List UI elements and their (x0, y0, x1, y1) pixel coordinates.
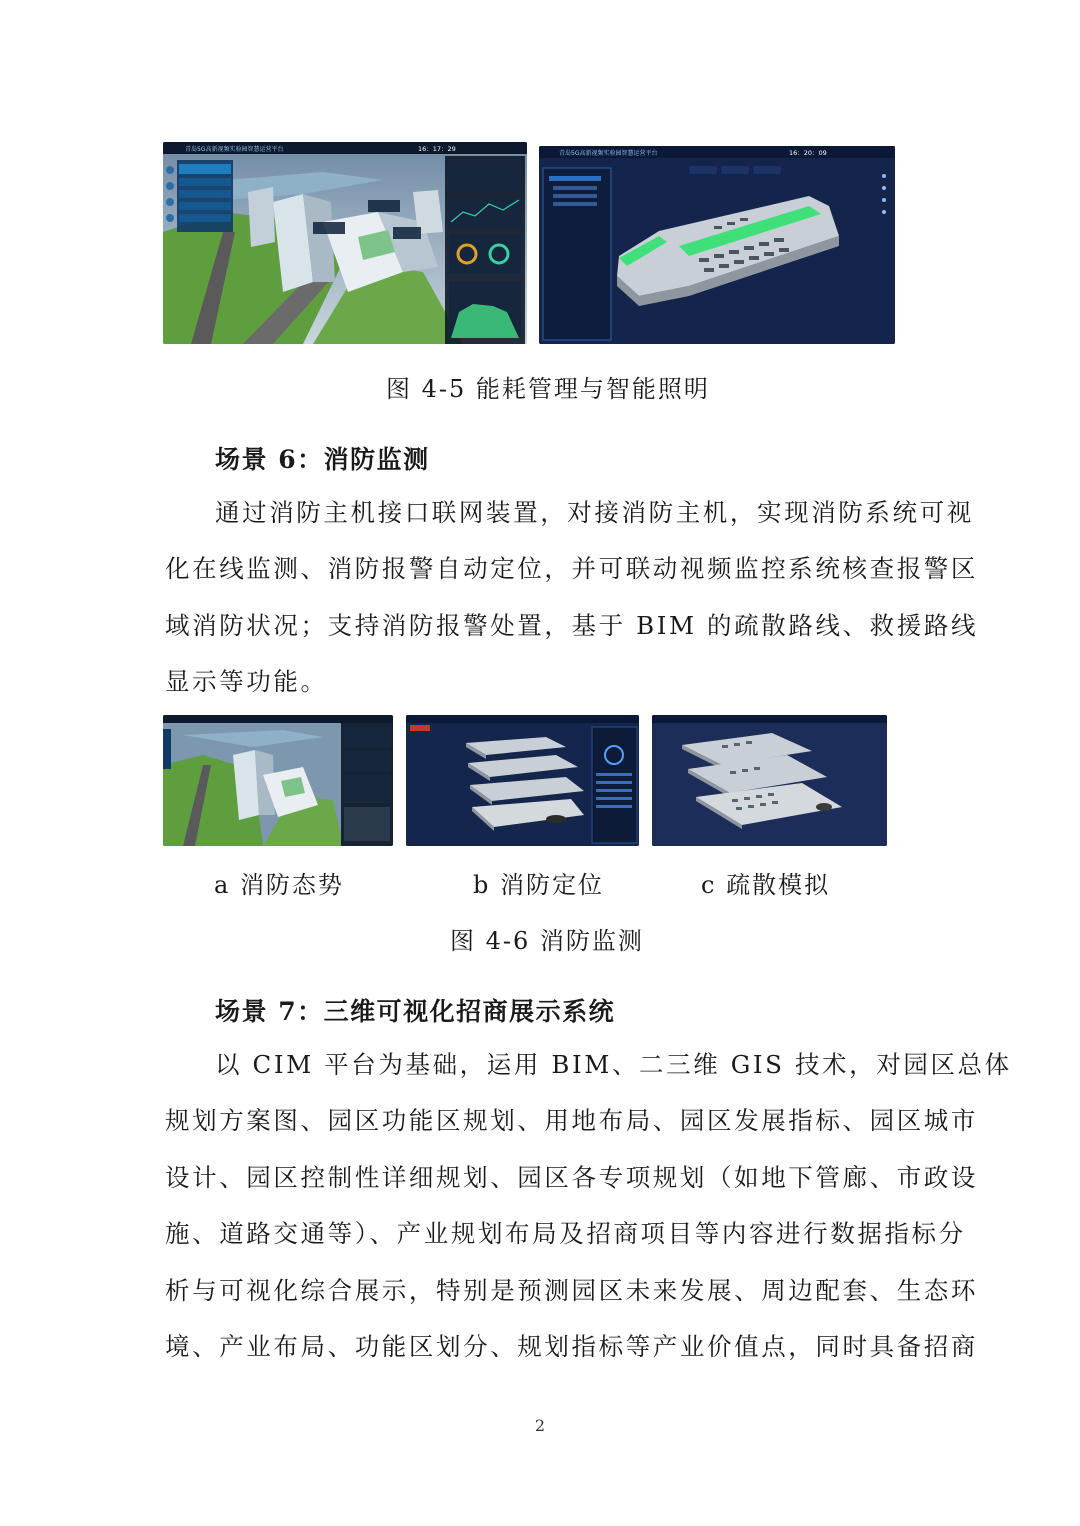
fire-positioning-illustration (406, 715, 639, 846)
scene-7-line-3: 设计、园区控制性详细规划、园区各专项规划（如地下管廊、市政设 (165, 1163, 978, 1192)
scene-7-line-6: 境、产业布局、功能区划分、规划指标等产业价值点，同时具备招商 (165, 1332, 978, 1361)
svg-text:青岛5G高新视频实验园智慧运营平台: 青岛5G高新视频实验园智慧运营平台 (559, 150, 658, 157)
smart-lighting-illustration (539, 146, 895, 344)
figure-4-5-caption: 图 4-5 能耗管理与智能照明 (386, 375, 710, 403)
fire-situation-illustration (163, 715, 393, 846)
scene-6-line-4: 显示等功能。 (165, 667, 328, 696)
smart-lighting-screenshot (539, 146, 895, 344)
svg-text:16：17：29: 16：17：29 (418, 145, 456, 153)
svg-text:16：20：09: 16：20：09 (789, 149, 827, 157)
figure-4-6-caption: 图 4-6 消防监测 (450, 927, 644, 955)
energy-management-screenshot (163, 142, 527, 344)
fire-positioning-screenshot (406, 715, 639, 846)
sub-caption-b: b 消防定位 (473, 871, 604, 899)
scene-6-line-3: 域消防状况；支持消防报警处置，基于 BIM 的疏散路线、救援路线 (165, 611, 979, 640)
evacuation-simulation-screenshot (652, 715, 887, 846)
scene-6-heading: 场景 6：消防监测 (215, 445, 430, 474)
energy-management-illustration (163, 142, 527, 344)
page-number: 2 (534, 1416, 546, 1435)
scene-7-line-2: 规划方案图、园区功能区规划、用地布局、园区发展指标、园区城市 (165, 1106, 978, 1135)
sub-caption-c: c 疏散模拟 (701, 871, 831, 899)
scene-7-heading: 场景 7：三维可视化招商展示系统 (215, 997, 616, 1026)
fire-situation-screenshot (163, 715, 393, 846)
evacuation-simulation-illustration (652, 715, 887, 846)
scene-7-line-5: 析与可视化综合展示，特别是预测园区未来发展、周边配套、生态环 (165, 1276, 978, 1305)
svg-text:青岛5G高新视频实验园智慧运营平台: 青岛5G高新视频实验园智慧运营平台 (185, 146, 284, 153)
scene-7-line-4: 施、道路交通等）、产业规划布局及招商项目等内容进行数据指标分 (165, 1219, 966, 1248)
scene-6-line-2: 化在线监测、消防报警自动定位，并可联动视频监控系统核查报警区 (165, 554, 978, 583)
sub-caption-a: a 消防态势 (214, 871, 344, 899)
scene-6-line-1: 通过消防主机接口联网装置，对接消防主机，实现消防系统可视 (215, 498, 974, 527)
scene-7-line-1: 以 CIM 平台为基础，运用 BIM、二三维 GIS 技术，对园区总体 (215, 1050, 1012, 1079)
